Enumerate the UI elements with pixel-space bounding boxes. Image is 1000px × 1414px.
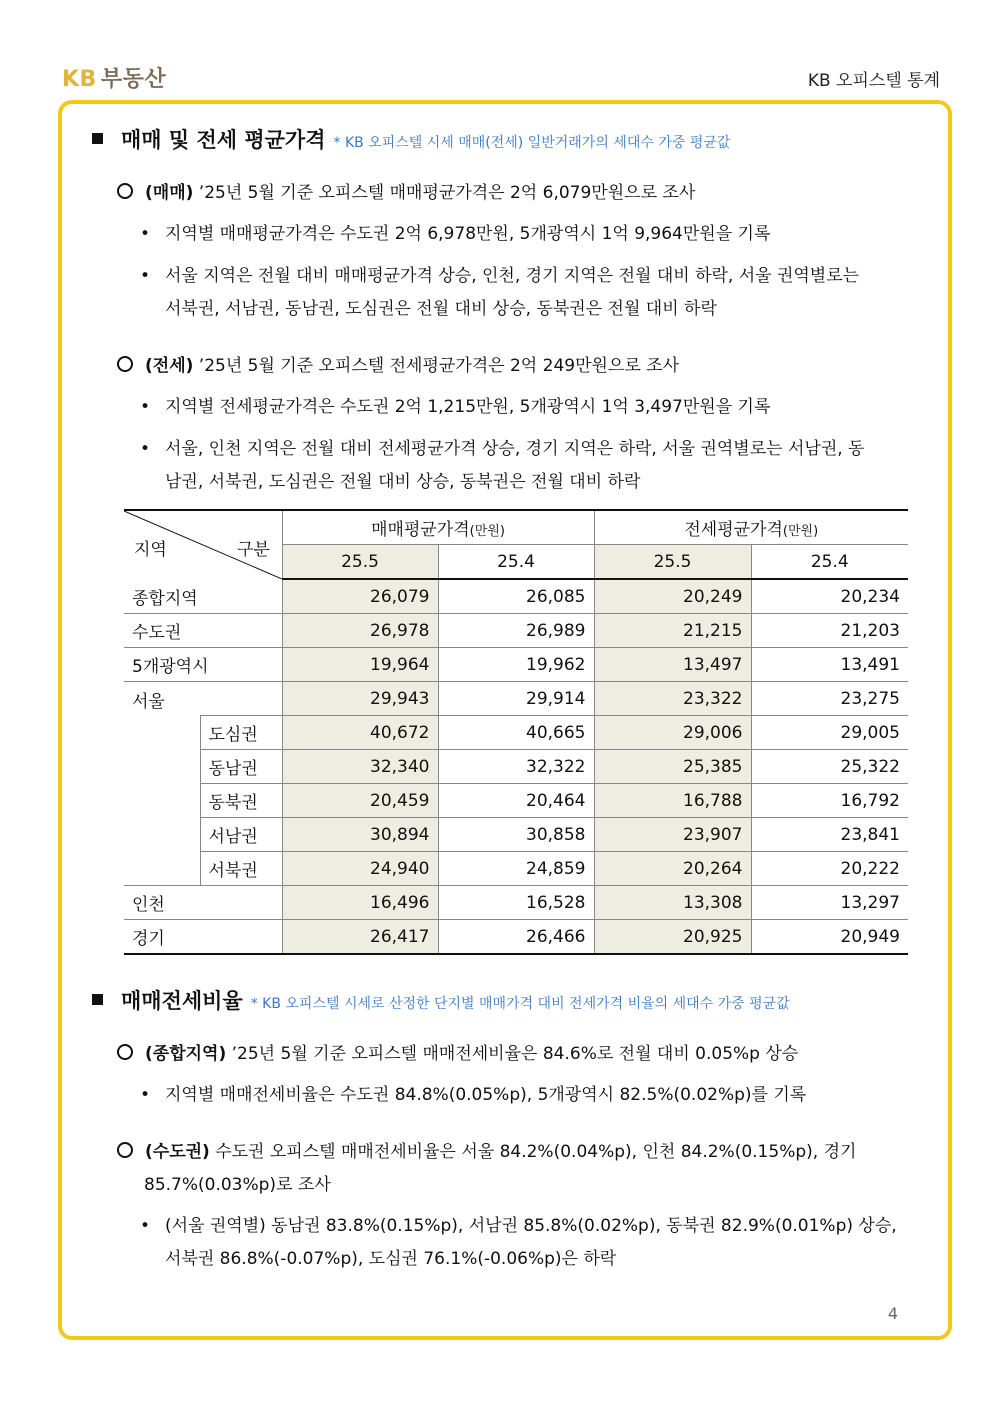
- value-cell: 25,322: [751, 750, 908, 784]
- ratio-capital-summary: [117, 1136, 856, 1169]
- price-table: [124, 509, 908, 955]
- subregion-cell: 도심권: [200, 716, 282, 750]
- sale-bullet-1: [140, 218, 910, 251]
- bullet-text: 지역별 매매평균가격은 수도권 2억 6,978만원, 5개광역시 1억 9,964만원을 기록: [165, 224, 771, 244]
- section-note: * KB 오피스텔 시세로 산정한 단지별 매매가격 대비 전세가격 비율의 세대수 가중 평균값: [250, 996, 790, 1012]
- value-cell: 32,340: [282, 750, 438, 784]
- ratio-capital-cont: 85.7%(0.03%p)로 조사: [144, 1175, 331, 1195]
- value-cell: 13,308: [594, 886, 751, 920]
- month-header: 25.5: [594, 545, 751, 580]
- bullet-dot-icon: •: [140, 397, 151, 417]
- table-row: [124, 920, 908, 955]
- section-heading: 매매 및 전세 평균가격: [121, 128, 326, 152]
- subregion-cell: 서북권: [200, 852, 282, 886]
- jeonse-price-header: [594, 510, 908, 545]
- bullet-text: 서울, 인천 지역은 전월 대비 전세평균가격 상승, 경기 지역은 하락, 서울 권역별로는 서남권, 동: [165, 439, 865, 459]
- section-title-prices: [92, 124, 730, 154]
- value-cell: 13,297: [751, 886, 908, 920]
- jeonse-bullet-1: [140, 391, 910, 424]
- value-cell: 26,989: [438, 614, 594, 648]
- value-cell: 13,497: [594, 648, 751, 682]
- region-cell: 수도권: [124, 614, 282, 648]
- value-cell: 26,417: [282, 920, 438, 955]
- value-cell: 13,491: [751, 648, 908, 682]
- value-cell: 20,234: [751, 579, 908, 614]
- jeonse-label: (전세): [145, 356, 194, 376]
- region-cell: 인천: [124, 886, 282, 920]
- ratio-bullet-1: [140, 1079, 910, 1112]
- value-cell: 26,079: [282, 579, 438, 614]
- sale-bullet-2-cont: 서북권, 서남권, 동남권, 도심권은 전월 대비 상승, 동북권은 전월 대비 하락: [165, 299, 717, 319]
- circle-bullet-icon: [117, 1044, 133, 1060]
- bullet-dot-icon: •: [140, 439, 151, 459]
- value-cell: 20,949: [751, 920, 908, 955]
- table-row: [124, 614, 908, 648]
- bullet-text: 지역별 매매전세비율은 수도권 84.8%(0.05%p), 5개광역시 82.5%(0.02%p)를 기록: [165, 1085, 807, 1105]
- total-text: ’25년 5월 기준 오피스텔 매매전세비율은 84.6%로 전월 대비 0.05%p 상승: [226, 1044, 799, 1064]
- value-cell: 20,464: [438, 784, 594, 818]
- table-row: [124, 682, 908, 716]
- section-title-ratio: [92, 985, 790, 1015]
- region-cell: 서울: [124, 682, 200, 886]
- value-cell: 24,859: [438, 852, 594, 886]
- corner-region-label: 지역: [134, 540, 167, 560]
- table-row: [124, 716, 908, 750]
- jeonse-bullet-2-cont: 남권, 서북권, 도심권은 전월 대비 상승, 동북권은 전월 대비 하락: [165, 472, 641, 492]
- value-cell: 26,978: [282, 614, 438, 648]
- value-cell: 21,203: [751, 614, 908, 648]
- sale-price-header: [282, 510, 594, 545]
- unit-label: (만원): [782, 524, 819, 539]
- value-cell: 16,528: [438, 886, 594, 920]
- section-note: * KB 오피스텔 시세 매매(전세) 일반거래가의 세대수 가중 평균값: [333, 135, 731, 151]
- ratio-bullet-2: [140, 1210, 910, 1243]
- logo-name: 부동산: [100, 67, 167, 92]
- region-cell: 종합지역: [124, 579, 282, 614]
- month-header: 25.4: [438, 545, 594, 580]
- circle-bullet-icon: [117, 1142, 133, 1158]
- value-cell: 29,943: [282, 682, 438, 716]
- unit-label: (만원): [469, 524, 505, 539]
- value-cell: 16,496: [282, 886, 438, 920]
- bullet-dot-icon: •: [140, 1216, 151, 1236]
- subregion-cell: 서남권: [200, 818, 282, 852]
- value-cell: 19,962: [438, 648, 594, 682]
- value-cell: 32,322: [438, 750, 594, 784]
- table-row: [124, 852, 908, 886]
- square-bullet-icon: [92, 133, 103, 144]
- table-corner: [124, 510, 282, 579]
- region-cell: 경기: [124, 920, 282, 955]
- value-cell: 26,466: [438, 920, 594, 955]
- value-cell: 20,264: [594, 852, 751, 886]
- sale-text: ’25년 5월 기준 오피스텔 매매평균가격은 2억 6,079만원으로 조사: [193, 183, 696, 203]
- value-cell: 30,858: [438, 818, 594, 852]
- header-text: 전세평균가격: [684, 520, 783, 540]
- page-number: 4: [887, 1304, 898, 1323]
- value-cell: 23,907: [594, 818, 751, 852]
- bullet-text: 서울 지역은 전월 대비 매매평균가격 상승, 인천, 경기 지역은 전월 대비 하락, 서울 권역별로는: [165, 266, 860, 286]
- kb-logo: [62, 62, 166, 93]
- jeonse-text: ’25년 5월 기준 오피스텔 전세평균가격은 2억 249만원으로 조사: [193, 356, 680, 376]
- document-title: KB 오피스텔 통계: [807, 71, 940, 91]
- corner-category-label: 구분: [237, 540, 270, 560]
- table-row: [124, 818, 908, 852]
- value-cell: 20,925: [594, 920, 751, 955]
- value-cell: 23,275: [751, 682, 908, 716]
- section-heading: 매매전세비율: [121, 989, 243, 1013]
- value-cell: 20,249: [594, 579, 751, 614]
- value-cell: 29,005: [751, 716, 908, 750]
- value-cell: 16,792: [751, 784, 908, 818]
- table-row: [124, 886, 908, 920]
- total-label: (종합지역): [145, 1044, 227, 1064]
- circle-bullet-icon: [117, 356, 133, 372]
- month-header: 25.5: [282, 545, 438, 580]
- ratio-bullet-2-cont: 서북권 86.8%(-0.07%p), 도심권 76.1%(-0.06%p)은 하락: [165, 1249, 617, 1269]
- capital-label: (수도권): [145, 1142, 210, 1162]
- table-row: [124, 648, 908, 682]
- value-cell: 20,459: [282, 784, 438, 818]
- table-row: [124, 750, 908, 784]
- table-row: [124, 579, 908, 614]
- subregion-cell: 동북권: [200, 784, 282, 818]
- circle-bullet-icon: [117, 183, 133, 199]
- table-row: [124, 784, 908, 818]
- logo-kb: KB: [62, 67, 97, 92]
- value-cell: 19,964: [282, 648, 438, 682]
- capital-text: 수도권 오피스텔 매매전세비율은 서울 84.2%(0.04%p), 인천 84.2%(0.15%p), 경기: [209, 1142, 857, 1162]
- value-cell: 21,215: [594, 614, 751, 648]
- value-cell: 29,006: [594, 716, 751, 750]
- value-cell: 26,085: [438, 579, 594, 614]
- bullet-text: (서울 권역별) 동남권 83.8%(0.15%p), 서남권 85.8%(0.02%p), 동북권 82.9%(0.01%p) 상승,: [165, 1216, 897, 1236]
- value-cell: 20,222: [751, 852, 908, 886]
- month-header: 25.4: [751, 545, 908, 580]
- bullet-dot-icon: •: [140, 266, 151, 286]
- sale-summary: [117, 177, 695, 210]
- bullet-text: 지역별 전세평균가격은 수도권 2억 1,215만원, 5개광역시 1억 3,497만원을 기록: [165, 397, 771, 417]
- header-text: 매매평균가격: [371, 520, 470, 540]
- value-cell: 29,914: [438, 682, 594, 716]
- value-cell: 16,788: [594, 784, 751, 818]
- value-cell: 23,841: [751, 818, 908, 852]
- jeonse-bullet-2: [140, 433, 910, 466]
- value-cell: 30,894: [282, 818, 438, 852]
- value-cell: 24,940: [282, 852, 438, 886]
- ratio-total-summary: [117, 1038, 798, 1071]
- value-cell: 40,665: [438, 716, 594, 750]
- sale-label: (매매): [145, 183, 194, 203]
- square-bullet-icon: [92, 994, 103, 1005]
- subregion-cell: 동남권: [200, 750, 282, 784]
- jeonse-summary: [117, 350, 679, 383]
- value-cell: 23,322: [594, 682, 751, 716]
- value-cell: 25,385: [594, 750, 751, 784]
- bullet-dot-icon: •: [140, 1085, 151, 1105]
- region-cell: 5개광역시: [124, 648, 282, 682]
- value-cell: 40,672: [282, 716, 438, 750]
- bullet-dot-icon: •: [140, 224, 151, 244]
- sale-bullet-2: [140, 260, 910, 293]
